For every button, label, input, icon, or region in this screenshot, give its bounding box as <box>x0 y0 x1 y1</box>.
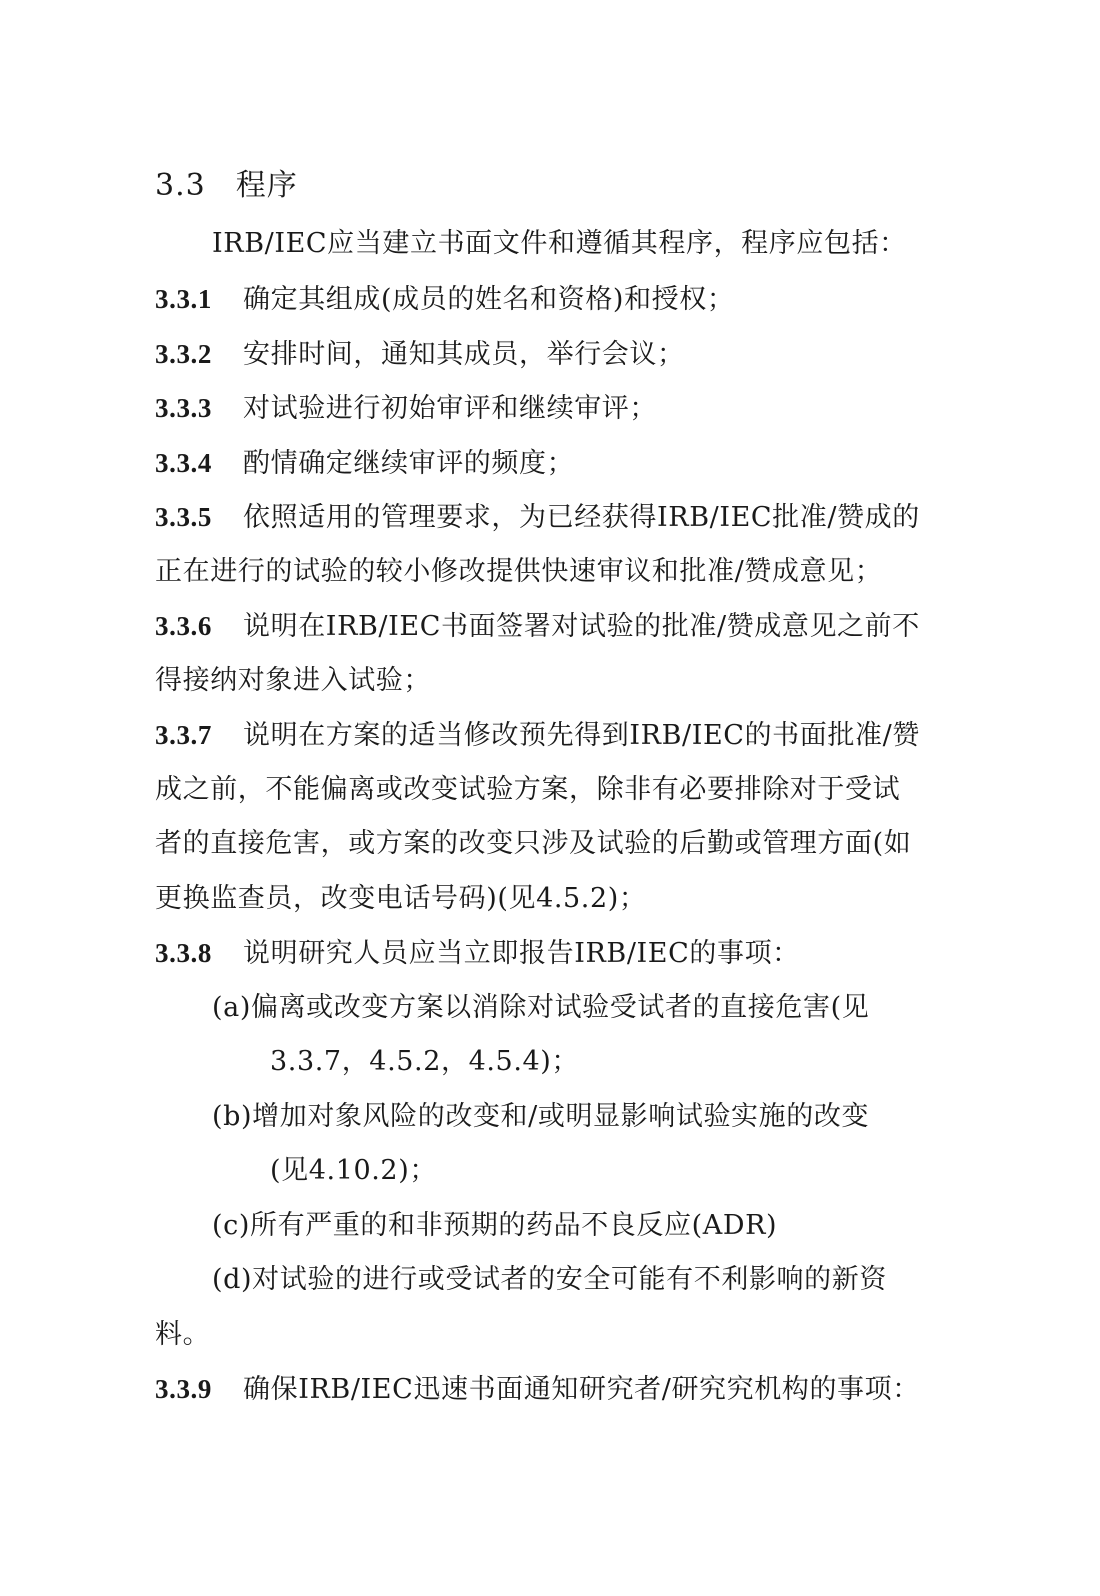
item-number: 3.3.4 <box>155 448 212 478</box>
subitem-a-continuation: 3.3.7，4.5.2，4.5.4)； <box>270 1046 580 1077</box>
item-number: 3.3.8 <box>155 938 212 968</box>
item-text: 确保IRB/IEC迅速书面通知研究者/研究究机构的事项： <box>243 1374 920 1405</box>
item-number: 3.3.1 <box>155 284 212 314</box>
item-3-3-9 <box>155 1371 920 1408</box>
subitem-d: (d)对试验的进行或受试者的安全可能有不利影响的新资 <box>212 1264 887 1295</box>
item-3-3-2 <box>155 336 685 373</box>
section-heading <box>155 168 298 204</box>
item-3-3-3 <box>155 390 657 427</box>
item-3-3-5 <box>155 499 920 536</box>
subitem-d-continuation: 料。 <box>155 1319 211 1350</box>
subitem-b-continuation: (见4.10.2)； <box>270 1155 437 1186</box>
section-number: 3.3 <box>155 168 206 203</box>
item-text: 说明研究人员应当立即报告IRB/IEC的事项： <box>243 938 800 969</box>
item-number: 3.3.6 <box>155 611 212 641</box>
item-number: 3.3.2 <box>155 339 212 369</box>
item-text: 安排时间，通知其成员，举行会议； <box>243 339 685 370</box>
item-text-continuation: 得接纳对象进入试验； <box>155 665 431 696</box>
intro-paragraph: IRB/IEC应当建立书面文件和遵循其程序，程序应包括： <box>212 228 907 259</box>
item-number: 3.3.3 <box>155 393 212 423</box>
item-3-3-1 <box>155 281 734 318</box>
item-3-3-6 <box>155 608 920 645</box>
item-3-3-7 <box>155 717 920 754</box>
item-text: 说明在方案的适当修改预先得到IRB/IEC的书面批准/赞 <box>243 720 920 751</box>
subitem-c: (c)所有严重的和非预期的药品不良反应(ADR) <box>212 1210 778 1241</box>
section-title: 程序 <box>235 168 298 203</box>
item-text-continuation: 者的直接危害，或方案的改变只涉及试验的后勤或管理方面(如 <box>155 828 912 859</box>
item-number: 3.3.7 <box>155 720 212 750</box>
item-text: 依照适用的管理要求，为已经获得IRB/IEC批准/赞成的 <box>243 502 920 533</box>
item-text: 对试验进行初始审评和继续审评； <box>243 393 657 424</box>
item-3-3-4 <box>155 445 574 482</box>
item-text: 说明在IRB/IEC书面签署对试验的批准/赞成意见之前不 <box>243 611 920 642</box>
item-text: 酌情确定继续审评的频度； <box>243 448 575 479</box>
item-text-continuation: 正在进行的试验的较小修改提供快速审议和批准/赞成意见； <box>155 556 883 587</box>
subitem-b: (b)增加对象风险的改变和/或明显影响试验实施的改变 <box>212 1101 870 1132</box>
item-number: 3.3.9 <box>155 1374 212 1404</box>
item-text-continuation: 成之前，不能偏离或改变试验方案，除非有必要排除对于受试 <box>155 774 901 805</box>
item-text: 确定其组成(成员的姓名和资格)和授权； <box>243 284 735 315</box>
item-number: 3.3.5 <box>155 502 212 532</box>
item-3-3-8 <box>155 935 800 972</box>
item-text-continuation: 更换监查员，改变电话号码)(见4.5.2)； <box>155 883 647 914</box>
subitem-a: (a)偏离或改变方案以消除对试验受试者的直接危害(见 <box>212 992 870 1023</box>
